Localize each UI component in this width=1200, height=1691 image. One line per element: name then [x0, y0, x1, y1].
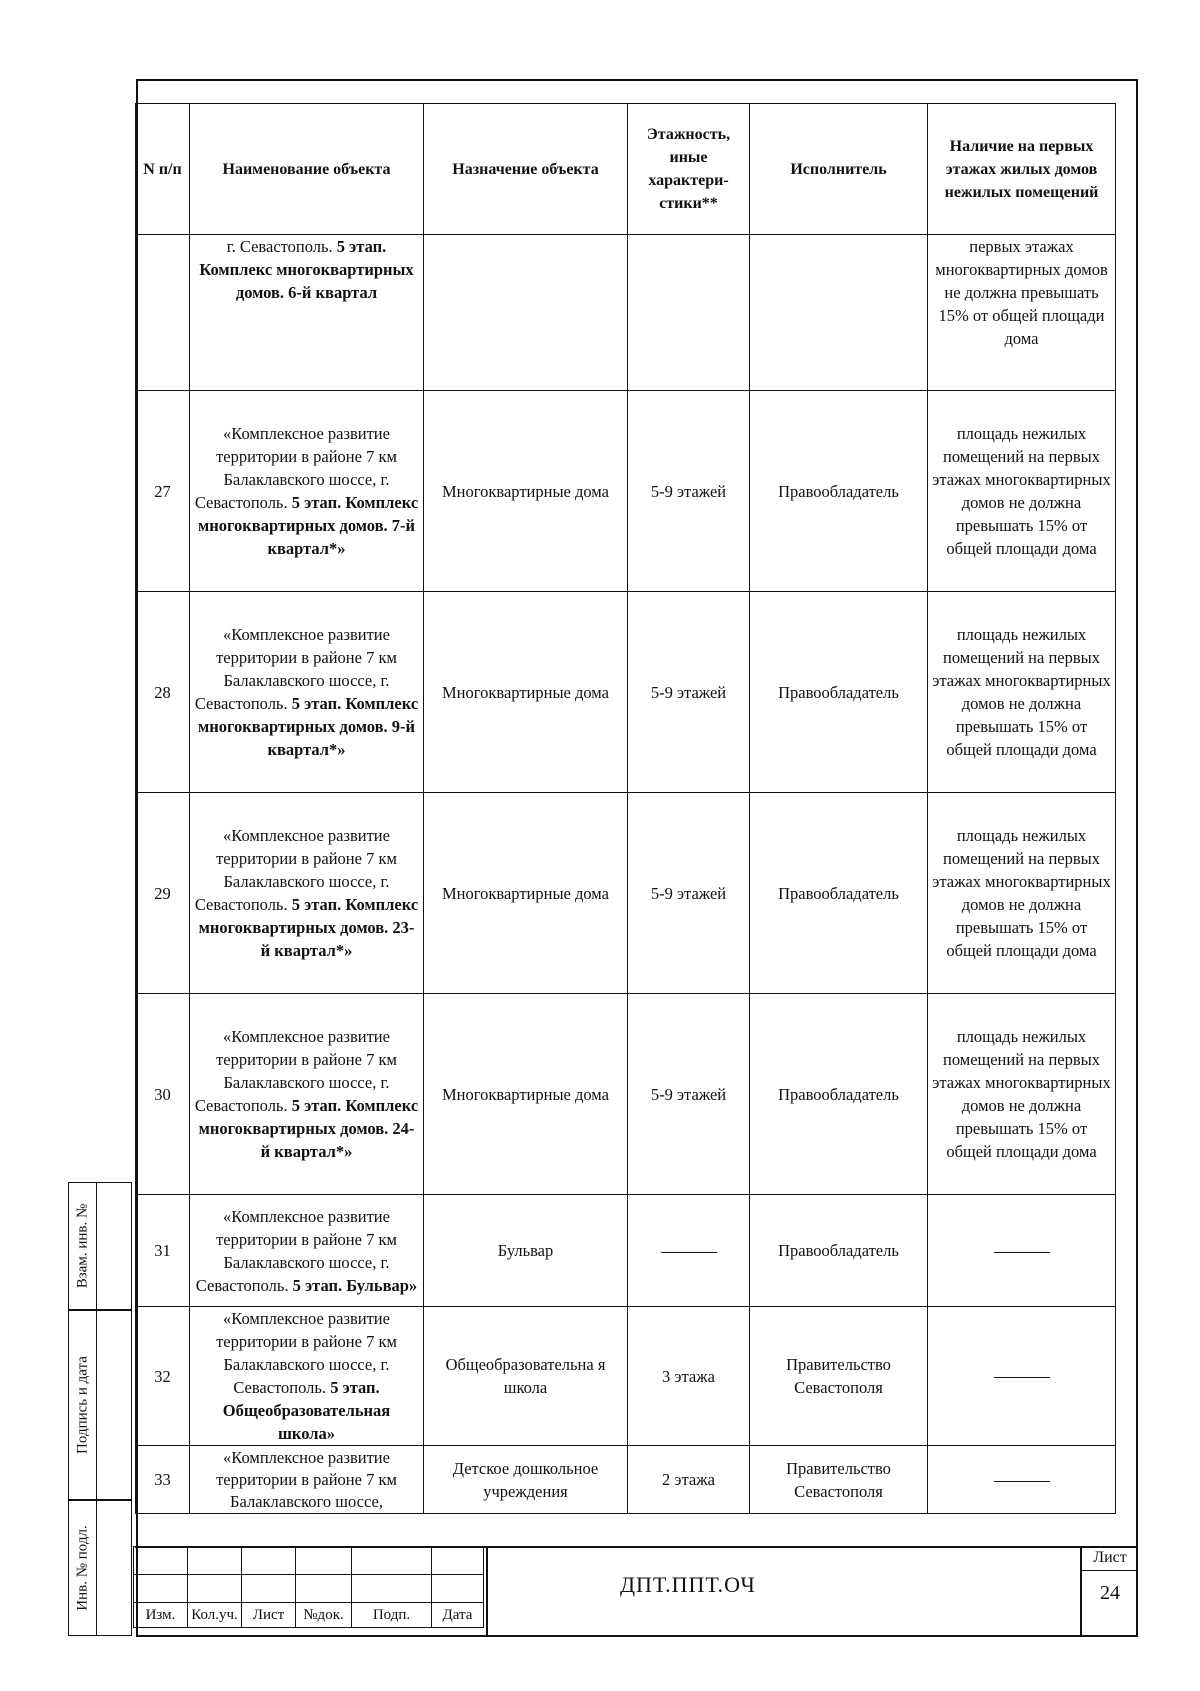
- cell-executor: [750, 235, 928, 391]
- table-row: [136, 1307, 1116, 1446]
- cell-purpose: Многоквартирные дома: [424, 592, 628, 793]
- cell-purpose: Многоквартирные дома: [424, 994, 628, 1195]
- cell-number: 32: [136, 1307, 190, 1446]
- cell-note: площадь нежилых помещений на первых этажах многоквартирных домов не должна превышать 15% от общей площади дома: [928, 994, 1116, 1195]
- cell-number: 28: [136, 592, 190, 793]
- cell-number: [136, 235, 190, 391]
- cell-floors: 5-9 этажей: [628, 994, 750, 1195]
- table-row: [136, 391, 1116, 592]
- sheet-number: 24: [1100, 1582, 1120, 1604]
- header-purpose: Назначение объекта: [424, 104, 628, 235]
- cell-name: «Комплексное развитие территории в районе 7 км Балаклавского шоссе, г. Севастополь. 5 этап. Комплекс многоквартирных домов. 23-й квартал*»: [190, 793, 424, 994]
- cell-executor: Правительство Севастополя: [750, 1446, 928, 1514]
- cell-name: «Комплексное развитие территории в районе 7 км Балаклавского шоссе, г. Севастополь. 5 этап. Бульвар»: [190, 1195, 424, 1307]
- header-executor: Исполнитель: [750, 104, 928, 235]
- cell-purpose: Многоквартирные дома: [424, 391, 628, 592]
- header-name: Наименование объекта: [190, 104, 424, 235]
- dash-mark: [994, 1252, 1050, 1253]
- tb-col-ndok: №док.: [296, 1603, 352, 1628]
- cell-purpose: [424, 235, 628, 391]
- cell-number: 29: [136, 793, 190, 994]
- tb-col-data: Дата: [432, 1603, 484, 1628]
- side-stamp-signature-date: [68, 1310, 132, 1500]
- title-block-revisions: [133, 1546, 484, 1628]
- header-floors: Этажность, иные характери-стики**: [628, 104, 750, 235]
- cell-purpose: Бульвар: [424, 1195, 628, 1307]
- cell-note: первых этажах многоквартирных домов не должна превышать 15% от общей площади дома: [928, 235, 1116, 391]
- table-row-continuation: [136, 235, 1116, 391]
- cell-note: [928, 1446, 1116, 1514]
- cell-number: 31: [136, 1195, 190, 1307]
- cell-name: «Комплексное развитие территории в районе 7 км Балаклавского шоссе, г. Севастополь. 5 этап. Комплекс многоквартирных домов. 24-й квартал*»: [190, 994, 424, 1195]
- sheet-label: Лист: [1082, 1546, 1138, 1571]
- cell-purpose: Многоквартирные дома: [424, 793, 628, 994]
- cell-floors: 2 этажа: [628, 1446, 750, 1514]
- cell-floors: 5-9 этажей: [628, 592, 750, 793]
- tb-col-izm: Изм.: [134, 1603, 188, 1628]
- table-header-row: [136, 104, 1116, 235]
- cell-floors: [628, 1195, 750, 1307]
- header-nonresidential: Наличие на первых этажах жилых домов нежилых помещений: [928, 104, 1116, 235]
- tb-col-podp: Подп.: [352, 1603, 432, 1628]
- cell-floors: 5-9 этажей: [628, 793, 750, 994]
- cell-name: г. Севастополь. 5 этап. Комплекс многоквартирных домов. 6-й квартал: [190, 235, 424, 391]
- cell-note: площадь нежилых помещений на первых этажах многоквартирных домов не должна превышать 15% от общей площади дома: [928, 793, 1116, 994]
- cell-floors: [628, 235, 750, 391]
- side-label-signature-date: Подпись и дата: [74, 1356, 90, 1454]
- cell-purpose: Детское дошкольное учреждения: [424, 1446, 628, 1514]
- document-code: ДПТ.ППТ.ОЧ: [620, 1572, 756, 1597]
- cell-note: площадь нежилых помещений на первых этажах многоквартирных домов не должна превышать 15% от общей площади дома: [928, 391, 1116, 592]
- side-stamp-orig-inv: [68, 1500, 132, 1636]
- side-stamp-replace-inv: [68, 1182, 132, 1310]
- cell-executor: Правообладатель: [750, 994, 928, 1195]
- cell-number: 27: [136, 391, 190, 592]
- table-row: [136, 793, 1116, 994]
- tb-col-list: Лист: [242, 1603, 296, 1628]
- cell-number: 30: [136, 994, 190, 1195]
- table-row: [136, 592, 1116, 793]
- cell-name: «Комплексное развитие территории в районе 7 км Балаклавского шоссе, г. Севастополь. 5 этап. Комплекс многоквартирных домов. 7-й квартал*»: [190, 391, 424, 592]
- tb-col-koluch: Кол.уч.: [188, 1603, 242, 1628]
- cell-name: «Комплексное развитие территории в районе 7 км Балаклавского шоссе, г. Севастополь. 5 этап. Комплекс многоквартирных домов. 9-й квартал*»: [190, 592, 424, 793]
- cell-executor: Правообладатель: [750, 1195, 928, 1307]
- side-label-orig-inv: Инв. № подл.: [74, 1525, 90, 1611]
- dash-mark: [994, 1377, 1050, 1378]
- cell-executor: Правообладатель: [750, 592, 928, 793]
- cell-note: площадь нежилых помещений на первых этажах многоквартирных домов не должна превышать 15% от общей площади дома: [928, 592, 1116, 793]
- cell-floors: 5-9 этажей: [628, 391, 750, 592]
- table-row: [136, 1195, 1116, 1307]
- objects-table: [135, 103, 1116, 1514]
- cell-executor: Правообладатель: [750, 793, 928, 994]
- cell-executor: Правообладатель: [750, 391, 928, 592]
- table-row: [136, 1446, 1116, 1514]
- table-row: [136, 994, 1116, 1195]
- dash-mark: [661, 1252, 717, 1253]
- dash-mark: [994, 1481, 1050, 1482]
- cell-executor: Правительство Севастополя: [750, 1307, 928, 1446]
- cell-floors: 3 этажа: [628, 1307, 750, 1446]
- side-label-replace-inv: Взам. инв. №: [74, 1203, 90, 1289]
- sheet-number-box: [1080, 1546, 1138, 1636]
- cell-note: [928, 1307, 1116, 1446]
- cell-purpose: Общеобразовательна я школа: [424, 1307, 628, 1446]
- cell-name: «Комплексное развитие территории в районе 7 км Балаклавского шоссе,: [190, 1446, 424, 1514]
- cell-number: 33: [136, 1446, 190, 1514]
- cell-note: [928, 1195, 1116, 1307]
- header-number: N п/п: [136, 104, 190, 235]
- cell-name: «Комплексное развитие территории в районе 7 км Балаклавского шоссе, г. Севастополь. 5 этап. Общеобразовательная школа»: [190, 1307, 424, 1446]
